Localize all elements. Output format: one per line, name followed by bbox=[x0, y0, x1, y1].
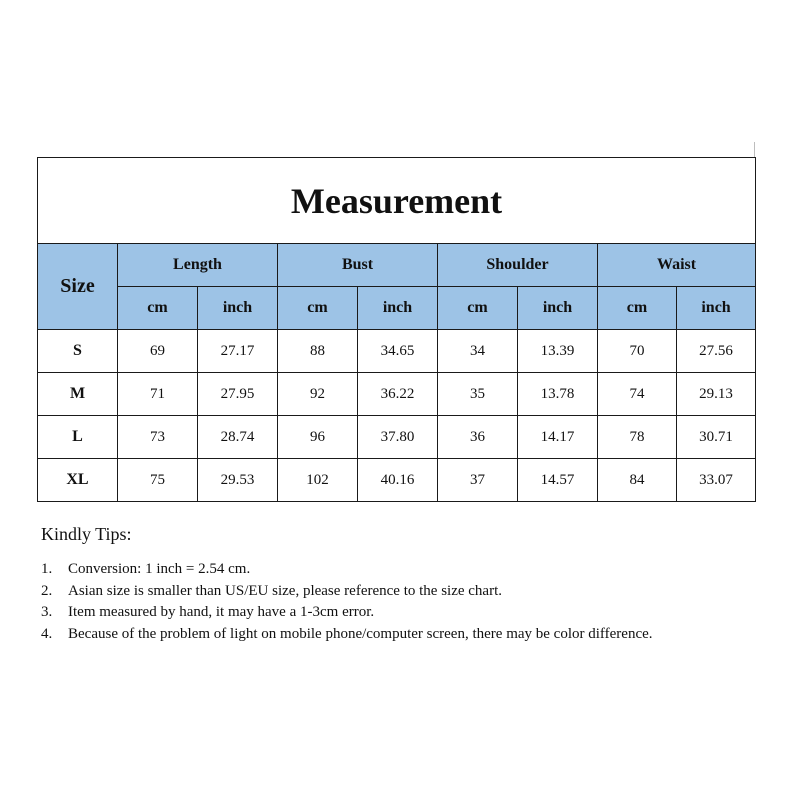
table-cell: 29.13 bbox=[677, 373, 756, 416]
size-cell: L bbox=[38, 416, 118, 459]
table-row bbox=[38, 373, 756, 416]
table-cell: 70 bbox=[598, 330, 677, 373]
table-cell: 73 bbox=[118, 416, 198, 459]
table-cell: 84 bbox=[598, 459, 677, 502]
table-cell: 27.56 bbox=[677, 330, 756, 373]
list-item bbox=[41, 559, 741, 581]
table-cell: 36.22 bbox=[358, 373, 438, 416]
table-cell: 78 bbox=[598, 416, 677, 459]
unit-header: cm bbox=[438, 287, 518, 330]
table-cell: 37 bbox=[438, 459, 518, 502]
table-cell: 13.78 bbox=[518, 373, 598, 416]
edge-mark bbox=[754, 142, 755, 158]
size-header: Size bbox=[38, 244, 118, 330]
tips-title: Kindly Tips: bbox=[41, 524, 132, 544]
list-number: 1. bbox=[41, 561, 53, 577]
list-number: 2. bbox=[41, 582, 53, 599]
list-text: Item measured by hand, it may have a 1-3cm error. bbox=[68, 604, 375, 620]
table-row bbox=[38, 330, 756, 373]
list-number: 3. bbox=[41, 604, 53, 620]
table-cell: 14.57 bbox=[518, 459, 598, 502]
unit-header: inch bbox=[358, 287, 438, 330]
table-cell: 71 bbox=[118, 373, 198, 416]
table-cell: 75 bbox=[118, 459, 198, 502]
table-cell: 34 bbox=[438, 330, 518, 373]
table-cell: 30.71 bbox=[677, 416, 756, 459]
group-header-waist: Waist bbox=[598, 244, 756, 287]
table-cell: 96 bbox=[278, 416, 358, 459]
tips-list bbox=[41, 559, 741, 645]
table-title: Measurement bbox=[38, 158, 756, 244]
table-cell: 27.95 bbox=[198, 373, 278, 416]
unit-header: cm bbox=[118, 287, 198, 330]
kindly-tips bbox=[41, 524, 741, 645]
table-cell: 14.17 bbox=[518, 416, 598, 459]
measurement-table bbox=[37, 157, 756, 502]
table-row bbox=[38, 416, 756, 459]
list-item bbox=[41, 581, 741, 603]
size-cell: M bbox=[38, 373, 118, 416]
table-cell: 40.16 bbox=[358, 459, 438, 502]
list-text: Conversion: 1 inch = 2.54 cm. bbox=[68, 561, 251, 577]
table-cell: 35 bbox=[438, 373, 518, 416]
unit-header: inch bbox=[198, 287, 278, 330]
list-text: Asian size is smaller than US/EU size, please reference to the size chart. bbox=[68, 582, 502, 599]
table-cell: 36 bbox=[438, 416, 518, 459]
list-item bbox=[41, 624, 741, 646]
group-header-shoulder: Shoulder bbox=[438, 244, 598, 287]
table-cell: 28.74 bbox=[198, 416, 278, 459]
table-cell: 27.17 bbox=[198, 330, 278, 373]
list-number: 4. bbox=[41, 625, 53, 642]
table-cell: 88 bbox=[278, 330, 358, 373]
unit-header: inch bbox=[677, 287, 756, 330]
size-cell: XL bbox=[38, 459, 118, 502]
table-cell: 34.65 bbox=[358, 330, 438, 373]
unit-header: cm bbox=[278, 287, 358, 330]
group-header-length: Length bbox=[118, 244, 278, 287]
group-header-bust: Bust bbox=[278, 244, 438, 287]
size-cell: S bbox=[38, 330, 118, 373]
table-cell: 102 bbox=[278, 459, 358, 502]
table-row bbox=[38, 459, 756, 502]
unit-header: cm bbox=[598, 287, 677, 330]
table-cell: 29.53 bbox=[198, 459, 278, 502]
table-cell: 92 bbox=[278, 373, 358, 416]
list-item bbox=[41, 602, 741, 624]
table-cell: 74 bbox=[598, 373, 677, 416]
table-cell: 37.80 bbox=[358, 416, 438, 459]
table-cell: 33.07 bbox=[677, 459, 756, 502]
list-text: Because of the problem of light on mobile phone/computer screen, there may be color difference. bbox=[68, 625, 653, 642]
table-cell: 69 bbox=[118, 330, 198, 373]
unit-header: inch bbox=[518, 287, 598, 330]
table-cell: 13.39 bbox=[518, 330, 598, 373]
